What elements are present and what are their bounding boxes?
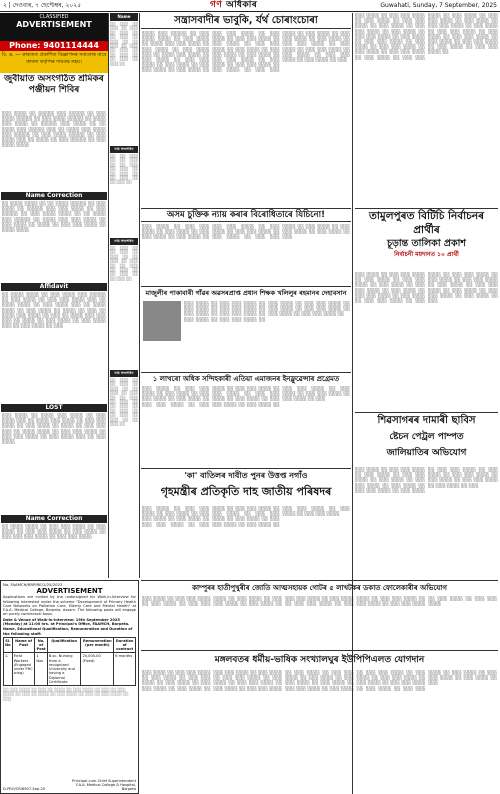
obituary-photo xyxy=(143,301,181,341)
col2-heading-2: নাম সংশোধন xyxy=(110,146,138,153)
name-correction-heading: Name Correction xyxy=(1,192,107,200)
right-story-1-headline-wrap xyxy=(355,208,498,270)
affidavit-body: ░░ ░░░░ ░░░░ ░░ ░░░ ░░░░ ░░░ ░░░░░ ░░ ░░░ ░░░░ ░░ ░░░ ░░░ ░░░░ ░░░ ░░ ░░░░ ░░░░ ░░ ░░░ ░░░░ ░░░ ░░ ░░░░ ░░░░ ░░ ░░░ ░░░░ ░░ ░░░░ ░░ ░░░ ░░ ░░░░ ░░░ ░░░░ ░░ ░░░ ░░ ░░░░ ░░░ ░░░ ░░░ ░░ ░░░░ ░░ ░░░ ░░░░ ░░ ░░░ ░░░░ ░░░ ░░ ░░░ ░░░░ ░░ ░░░ xyxy=(2,292,106,329)
story-7-headline: মঙ্গলবতৰ ধৰ্মীয়-ভাষিক সংখ্যালঘুৰ ইউপিপিএলত যোগদান xyxy=(214,655,425,665)
story-4-headline-wrap xyxy=(141,372,351,385)
advert-table xyxy=(3,637,136,686)
col2-body-4: ░░ ░░░ ░░ ░░ ░░░ ░░ ░░░ ░░ ░░ ░░░ ░░ ░░░ ░░ ░░ ░░░ ░░ ░░░ ░░ ░░ ░░░ ░░ ░░ ░░░ ░░ ░░ ░░░ ░░ ░░░ ░░ ░░ ░░░ ░░ xyxy=(110,378,138,427)
camp-body: ░░░ ░░░░ ░░ ░░░░░ ░░░ ░░░░░ ░░ ░░░ ░░░░ ░░░░░ ░░ ░░░ ░░░░ ░░░░░ ░░ ░░░░ ░░░ ░░░░ ░░ ░░░░░ ░░░ ░░░░ ░░ ░░ ░░░░ ░░░ ░░░░░ ░░░ ░░ ░░░░ ░░░ ░░░░ ░░░ ░░░░░ ░░ ░░░ ░░░░ ░░░░░ ░░ ░░░ ░░░░ ░░░ ░░ ░░░░ ░░ ░░░ ░░░░░ ░░ ░░░ ░░░░ ░░░░ xyxy=(2,111,106,148)
story-2-body: ░░░ ░░░░ ░░ ░░░ ░░░ ░░░░ ░░ ░░░ ░░░░ ░░ ░░░ ░░░ ░░░░ ░░ ░░░ ░░░░ ░░ ░░░ ░░░ ░░░░ ░░ ░░░ ░░░░ ░░ ░░░ ░░░ ░░░░ ░░ ░░░ ░░░░ ░░ ░░░ ░░░ ░░░░ ░░ ░░░ ░░░░ ░░ ░░░ ░░░ ░░░░ ░░ ░░░ ░░░░ ░░ ░░░ xyxy=(142,224,350,240)
right-story-2-body: ░░░ ░░░░ ░░ ░░░ ░░░ ░░░░ ░░ ░░░ ░░░░ ░░ ░░░ ░░░ ░░░░ ░░ ░░░ ░░░░ ░░ ░░░ ░░░ ░░░░ ░░ ░░░ ░░░░ ░░ ░░░ ░░░ ░░░░ ░░ ░░░ ░░░░ ░░ ░░░ ░░░ ░░░░ ░░ ░░░ ░░░░ ░░ ░░░ ░░░ ░░░░ ░░ ░░░ ░░░░ ░░ ░░░ ░░░ ░░░░ ░░ ░░░ ░░░░ ░░ ░░░ xyxy=(355,467,498,493)
story-6-headline-wrap xyxy=(141,580,498,594)
right-story-2-headline-c: জালিয়াতিৰ অভিযোগ xyxy=(386,448,467,458)
table-cell: Field Workers (Engaged under PHC wing) xyxy=(12,653,35,685)
advert-footer-left: D-PRO/CR/6907-Sep-25 xyxy=(3,787,46,791)
classified-label: CLASSIFIED xyxy=(39,14,69,20)
story-3-headline: মাজুলীৰ পাকাবাৰী গাঁৱৰ অৱসৰপ্ৰাপ্ত প্ৰধান শিক্ষক খলিলুৰ ৰহমানৰ দেহাবসান xyxy=(145,289,347,297)
govt-advertisement xyxy=(0,580,139,794)
story-4-headline: ১ লাখৰো অধিক সন্দিহকাৰী এতিয়া এমাজনৰ ইনফ্লুৱেন্সাৰ প্ৰগ্ৰেমত xyxy=(152,375,340,383)
story-2-headline: অসম চুক্তিক ন্যায় কৰাৰ বিৰোধিতাৰে যিচিনো! xyxy=(167,210,325,220)
advert-table-header xyxy=(4,637,136,653)
name-correction-2-heading: Name Correction xyxy=(1,515,107,523)
masthead-part-b: অধিকাৰ xyxy=(225,0,258,10)
story-5-headline-wrap xyxy=(141,468,351,504)
advert-col-header: Remuneration (per month) xyxy=(81,637,114,653)
right-story-continued: ░░░ ░░░░ ░░ ░░░ ░░░ ░░░░ ░░ ░░░ ░░░░ ░░ ░░░ ░░░ ░░░░ ░░ ░░░ ░░░░ ░░ ░░░ ░░░ ░░░░ ░░ ░░░ ░░░░ ░░ ░░░ ░░░ ░░░░ ░░ ░░░ ░░░░ ░░ ░░░ ░░░ ░░░░ ░░ ░░░ ░░░░ ░░ ░░░ ░░░ ░░░░ ░░ ░░░ ░░░░ ░░ ░░░ ░░░ ░░░░ ░░ ░░░ ░░░░ ░░ ░░░ ░░░ ░░░░ ░░ ░░░ ░░░░ ░░ ░░░ ░░░ ░░░░ ░░ ░░░ ░░░░ ░░ ░░░ ░░░ ░░░░ ░░ ░░░ ░░░░ ░░ ░░░ ░░░ ░░░░ ░░ ░░░ ░░░░ ░░ ░░░ ░░░ ░░░░ ░░ ░░░ ░░░░ ░░ ░░░ ░░░ ░░░░ ░░ ░░░ ░░░░ ░░ ░░░ ░░░ ░░░░ ░░ xyxy=(355,13,498,60)
masthead xyxy=(210,0,257,11)
advert-col-header: Duration of contract xyxy=(114,637,136,653)
story-6-body: ░░░ ░░░░ ░░ ░░░ ░░░ ░░░░ ░░ ░░░ ░░░░ ░░ ░░░ ░░░ ░░░░ ░░ ░░░ ░░░░ ░░ ░░░ ░░░ ░░░░ ░░ ░░░ ░░░░ ░░ ░░░ ░░░ ░░░░ ░░ ░░░ ░░░░ ░░ ░░░ ░░░ ░░░░ ░░ ░░░ ░░░░ ░░ ░░░ ░░░ ░░░░ ░░ ░░░ ░░░░ ░░ ░░░ ░░░ ░░░░ ░░ ░░░ ░░░░ ░░ ░░░ ░░░ ░░░░ xyxy=(142,596,497,607)
right-story-2-headline-wrap xyxy=(355,412,498,464)
advert-col-header: No. of Post xyxy=(36,638,46,652)
story-1-headline: সন্ত্ৰাসবাদীৰ ভাবুকি, ৰ্যৰ্থ চোৰাংচোৰা xyxy=(174,15,318,26)
name-correction-body: ░░ ░░░░ ░░░░ ░░ ░░ ░░░░ ░░░░░ ░░ ░░░ ░░░░ ░░ ░░░░░ ░░░ ░░░ ░░░░ ░░ ░░░ ░░░░░ ░░ ░░░ ░░░░ ░░░░ ░░ ░░ ░░░░ ░░░ ░░░░░ ░░ ░░░░ ░░░ ░░░ ░░░░ ░░ ░░░ ░░░░ ░░ ░░░░ ░░ ░░░ ░░░ ░░░░ ░░ ░░░░ ░░░░ xyxy=(2,201,106,233)
table-row xyxy=(4,653,136,685)
table-cell: 1. xyxy=(4,653,13,685)
advert-ref: No. FAAMCH/RRP/RE/1/25/2023 xyxy=(3,582,63,587)
col2-heading-3: নাম সংশোধন xyxy=(110,238,138,245)
affidavit-heading: Affidavit xyxy=(1,283,107,291)
camp-notice xyxy=(0,74,108,110)
name-correction-2-body: ░░ ░░░░ ░░░░ ░░ ░░░ ░░░ ░░░░ ░░ ░░░ ░░░░ ░░ ░░░ ░░░ ░░░░ ░░ ░░░ ░░░░ ░░ ░░░ ░░░ ░░░ ░░░░ ░░ ░░░ ░░░ ░░░░ xyxy=(2,524,106,540)
story-7-body: ░░░ ░░░░ ░░ ░░░ ░░░ ░░░░ ░░ ░░░ ░░░░ ░░ ░░░ ░░░ ░░░░ ░░ ░░░ ░░░░ ░░ ░░░ ░░░ ░░░░ ░░ ░░░ ░░░░ ░░ ░░░ ░░░ ░░░░ ░░ ░░░ ░░░░ ░░ ░░░ ░░░ ░░░░ ░░ ░░░ ░░░░ ░░ ░░░ ░░░ ░░░░ ░░ ░░░ ░░░░ ░░ ░░░ ░░░ ░░░░ ░░ ░░░ ░░░░ ░░ ░░░ ░░░ ░░░░ ░░ ░░░ ░░░░ ░░ ░░░ ░░░ ░░░░ ░░ ░░░ ░░░░ ░░ ░░░ ░░░ ░░░░ ░░ ░░░ ░░░░ ░░ ░░░ ░░░ ░░░░ ░░ ░░░ ░░░░ ░░ ░░░ ░░░ ░░░░ ░░ ░░░ ░░░░ ░░ ░░░ ░░░ ░░░░ ░░ ░░░ ░░░░ ░░ ░░░ ░░░ ░░░░ ░░ ░░░ ░░░░ ░░ ░░░ ░░░ ░░░░ ░░ ░░░ ░░░░ ░░ ░░░ xyxy=(142,670,497,691)
story-1-headline-wrap xyxy=(141,13,351,29)
lost-body: ░░░ ░░░░ ░░ ░░░░ ░░░ ░░░░ ░░ ░░░ ░░░░ ░░░ ░░ ░░░░ ░░░ ░░░░ ░░ ░░░ ░░░ ░░░░ ░░ ░░░ ░░░░ ░░ ░░░░ ░░ ░░░ ░░░ ░░░ ░░ ░░░░ ░░░░ ░░ ░░░ ░░░ ░░░░ ░░ ░░░ ░░░ ░░░░ ░░ ░░░ ░░░░ ░░░ ░░ ░░░ ░░░░ xyxy=(2,413,106,445)
column-divider xyxy=(108,13,109,578)
page-header xyxy=(0,0,500,12)
masthead-part-a: গণ xyxy=(210,0,223,10)
table-cell: 1 Nos xyxy=(35,653,48,685)
story-6-headline: কাম্পুৰৰ হাতীপুখুৰীৰ জোতি আত্মসহায়ক গোটৰ ৫ লাখটকৰ ডকাত ফোলেকাৰীৰ অভিযোগ xyxy=(192,584,447,592)
camp-title: জুবীয়াত অসংগঠিত শ্ৰমিকৰ পঞ্জীয়ন শিবিৰ xyxy=(4,74,104,95)
classified-phone: Phone: 9401114444 xyxy=(0,41,108,51)
advert-footer-right: Principal-cum-Chief Superintendent F.A.A. Medical College & Hospital, Barpeta xyxy=(72,779,136,791)
advert-col-header: Qualification xyxy=(47,637,81,653)
classified-title: ADVERTISEMENT xyxy=(16,20,92,29)
story-2-headline-wrap xyxy=(141,208,351,222)
story-5-headline-a: 'কা' বাতিলৰ দাবীত পুনৰ উত্তপ্ত নগাঁও xyxy=(184,471,308,480)
right-story-1-sub: নিৰ্বাচনী ময়দানত ১০ প্ৰাৰ্থী xyxy=(394,251,459,258)
advert-title: ADVERTISEMENT xyxy=(36,587,103,596)
right-story-2-headline: শিৱসাগৰৰ দামাৰী ছাবিস xyxy=(377,415,476,426)
story-5-headline-b: গৃহমন্ত্ৰীৰ প্ৰতিকৃতি দাহ জাতীয় পৰিষদৰ xyxy=(160,485,332,498)
story-1-body: ░░░░ ░░░ ░░░░░ ░░ ░░░ ░░░░ ░░░░ ░░ ░░░ ░░░░ ░░ ░░░░ ░░░ ░░░ ░░░░ ░░ ░░░ ░░░░ ░░ ░░░ ░░░░ ░░░ ░░ ░░░░ ░░░ ░░░░ ░░ ░░░ ░░░░ ░░ ░░░ ░░░ ░░░░ ░░ ░░░ ░░░░ ░░ ░░░ ░░░ ░░░░ ░░ ░░░ ░░░░ ░░ ░░░ ░░░ ░░░░ ░░ ░░░ ░░░░ ░░ ░░░ ░░░ ░░░░ ░░ ░░░ ░░░░ ░░ ░░░ ░░░ ░░░░ ░░ ░░░ ░░░░ ░░ ░░░ ░░░ ░░░░ ░░ ░░░ ░░░░ ░░ ░░░ ░░░ ░░░░ ░░ ░░░ ░░░░ ░░ ░░░ ░░░ ░░░░ ░░ ░░░ ░░░░ ░░ ░░░ ░░░ ░░░░ ░░ ░░░ ░░░░ ░░ ░░░ ░░░ ░░░░ ░░ ░░░ ░░░░ ░░ ░░░ ░░░ ░░░░ ░░ ░░░ ░░░░ ░░ ░░░ ░░░ ░░░░ ░░ ░░░ ░░░░ ░░ ░░░ ░░░ ░░░░ ░░ ░░░ ░░░░ ░░ ░░░ xyxy=(142,31,350,73)
advert-col-header: Sl. No xyxy=(4,637,13,653)
classified-notice: বি. দ্ৰ. — কাকতত প্ৰকাশিত বিজ্ঞাপনৰ সত্যতাৰ বাবে কাকত কৰ্তৃপক্ষ দায়বদ্ধ নহয়। xyxy=(0,51,108,73)
column-divider xyxy=(139,13,140,578)
table-cell: B.sc. Nursing from a recognized University and having a Diploma/ Certificate xyxy=(47,653,81,685)
story-3-headline-wrap xyxy=(141,286,351,299)
story-5-body: ░░░ ░░░░ ░░ ░░░ ░░░ ░░░░ ░░ ░░░ ░░░░ ░░ ░░░ ░░░ ░░░░ ░░ ░░░ ░░░░ ░░ ░░░ ░░░ ░░░░ ░░ ░░░ ░░░░ ░░ ░░░ ░░░ ░░░░ ░░ ░░░ ░░░░ ░░ ░░░ ░░░ ░░░░ ░░ ░░░ ░░░░ ░░ ░░░ ░░░ ░░░░ ░░ ░░░ ░░░░ ░░ ░░░ ░░░ ░░░░ ░░ ░░░ ░░░░ ░░ ░░░ ░░░ ░░░░ xyxy=(142,506,350,527)
right-story-1-headline: তামুলপুৰত বিটিচি নিৰ্বাচনৰ প্ৰাৰ্থীৰ xyxy=(368,210,485,236)
right-story-2-headline-b: ষ্টেচন পেট্ৰল পাম্পত xyxy=(389,432,464,442)
col2-body-3: ░░ ░░░ ░░ ░░ ░░░ ░░ ░░░ ░░ ░░ ░░░ ░░ ░░░ ░░ ░░ ░░░ ░░ ░░░ ░░ ░░ ░░░ ░░ ░░ ░░░ ░░ xyxy=(110,246,138,281)
right-story-1-body: ░░░ ░░░░ ░░ ░░░ ░░░ ░░░░ ░░ ░░░ ░░░░ ░░ ░░░ ░░░ ░░░░ ░░ ░░░ ░░░░ ░░ ░░░ ░░░ ░░░░ ░░ ░░░ ░░░░ ░░ ░░░ ░░░ ░░░░ ░░ ░░░ ░░░░ ░░ ░░░ ░░░ ░░░░ ░░ ░░░ ░░░░ ░░ ░░░ ░░░ ░░░░ ░░ ░░░ ░░░░ ░░ ░░░ ░░░ ░░░░ ░░ ░░░ ░░░░ ░░ ░░░ ░░░ ░░░░ ░░ ░░░ ░░░░ ░░ ░░░ ░░░ ░░░░ ░░ ░░░ ░░░░ ░░ ░░░ xyxy=(355,272,498,304)
col2-body-2: ░░ ░░ ░░░ ░░ ░░ ░░░ ░░ ░░ ░░░ ░░ ░░░ ░░ ░░ ░░░ ░░ ░░ ░░░ ░░ ░░ ░░░ ░░ xyxy=(110,154,138,185)
advert-table-caption: Name, Educational Qualification, Remuneration and Duration of the following staff: xyxy=(3,627,133,636)
header-date-assamese: ২ | দেওবাৰ, ৭ ছেপ্টেম্বৰ, ২০২৫ xyxy=(3,2,82,9)
col2-heading: Name xyxy=(110,13,138,21)
story-4-body: ░░░ ░░░░ ░░ ░░░ ░░░ ░░░░ ░░ ░░░ ░░░░ ░░ ░░░ ░░░ ░░░░ ░░ ░░░ ░░░░ ░░ ░░░ ░░░ ░░░░ ░░ ░░░ ░░░░ ░░ ░░░ ░░░ ░░░░ ░░ ░░░ ░░░░ ░░ ░░░ ░░░ ░░░░ ░░ ░░░ ░░░░ ░░ ░░░ ░░░ ░░░░ ░░ ░░░ ░░░░ ░░ ░░░ ░░░ ░░░░ ░░ ░░░ ░░░░ ░░ ░░░ ░░░ ░░░░ ░░ ░░░ ░░░░ ░░ ░░░ xyxy=(142,386,350,407)
table-cell: 20,000.00 (Fixed) xyxy=(81,653,114,685)
advert-filler: ░░ ░░░ ░░░░ ░░ ░░░ ░░ ░░░░ ░░ ░░░ ░░░░ ░░ ░░░ ░░ ░░░ ░░░░ ░░ ░░░ ░░ ░░░░ ░░ ░░░ ░░░░ ░░ ░░░ ░░ ░░░ ░░░░ ░░ ░░░ xyxy=(3,687,129,701)
right-story-1-headline-b: চূড়ান্ত তালিকা প্ৰকাশ xyxy=(386,238,467,249)
story-3-body: ░░░ ░░░░ ░░ ░░░ ░░░ ░░░░ ░░ ░░░ ░░░░ ░░ ░░░ ░░░ ░░░░ ░░ ░░░ ░░░░ ░░ ░░░ ░░░ ░░░░ ░░ ░░░ ░░░░ ░░ ░░░ ░░░ ░░░░ ░░ ░░░ ░░░░ ░░ ░░░ ░░░ ░░░░ ░░ ░░░ ░░░░ ░░ ░░░ ░░░ ░░░░ ░░ ░░░ ░░░░ ░░ ░░░ ░░░ ░░░░ ░░ xyxy=(184,301,350,322)
story-7-headline-wrap xyxy=(141,650,498,668)
advert-date: Date & Venue of Walk-in-Interview: 19th September 2025 (Monday) at 11:00 hrs. at Principal's Office, FAAMCH, Barpeta. xyxy=(3,617,130,626)
header-date-english: Guwahati, Sunday, 7 September, 2025 xyxy=(380,2,497,9)
col2-body: ░░ ░░░ ░░ ░░░ ░░ ░░░ ░░ ░░░ ░░ ░░ ░░░ ░░ ░░░ ░░ ░░ ░░░ ░░ ░░░ ░░ ░░░ ░░ ░░ ░░░ ░░ ░░ ░░░ ░░ ░░░ ░░ xyxy=(110,22,138,66)
advert-text: Applications are invited by the undersigned for Walk-in-Interview for following Interested under the scheme "Development of Primary Health Care Networks on Palliative Care, Elderly Care and Mental Health" at F.A.A. Medical College, Barpeta, Assam. The following posts will engage on purely contractual basis. xyxy=(3,595,136,617)
col2-heading-4: নাম সংশোধন xyxy=(110,370,138,377)
advert-col-header: Name of Post xyxy=(12,637,35,653)
lost-heading: LOST xyxy=(1,404,107,412)
table-cell: 6 months xyxy=(114,653,136,685)
classified-banner xyxy=(0,13,108,41)
